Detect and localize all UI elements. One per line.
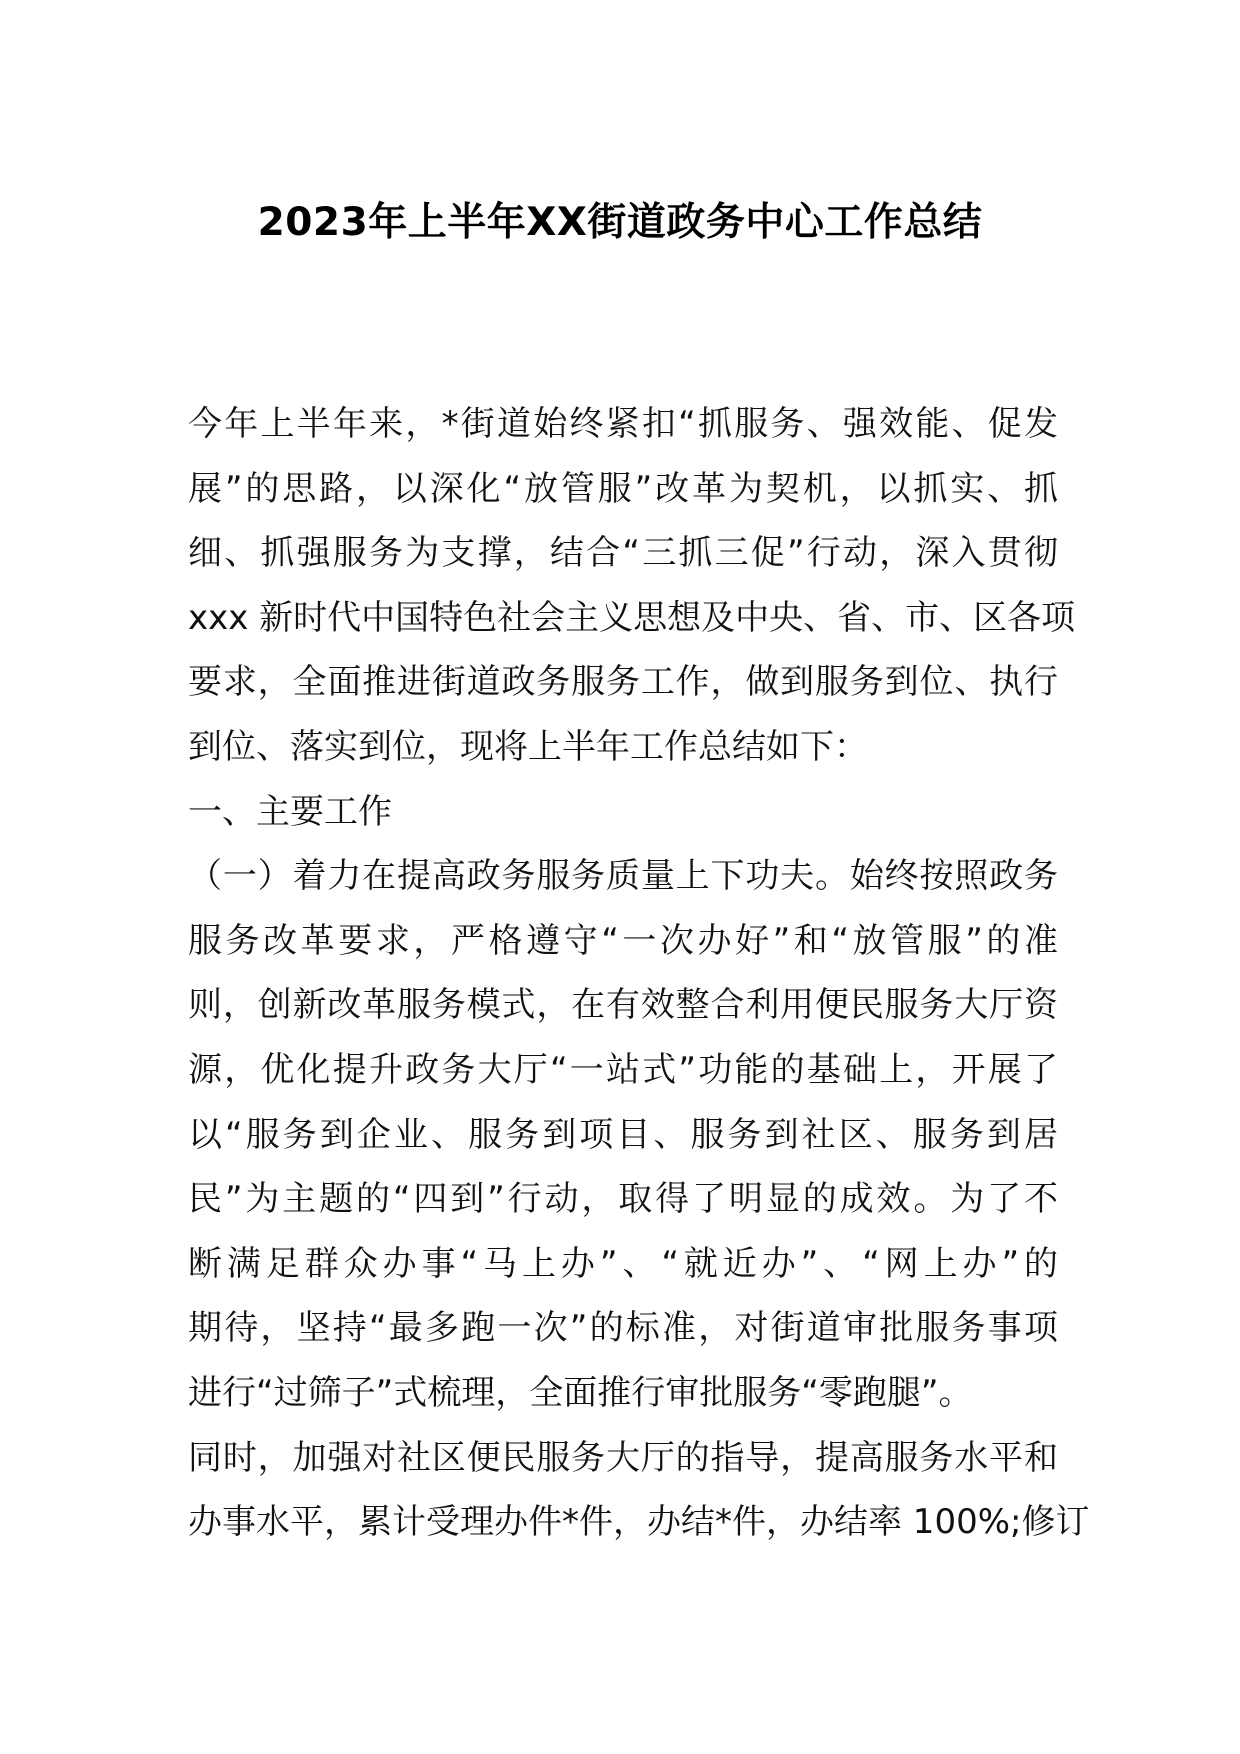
body-line: 展”的思路，以深化“放管服”改革为契机，以抓实、抓 [188,468,1058,509]
body-line: 细、抓强服务为支撑，结合“三抓三促”行动，深入贯彻 [188,533,1058,574]
body-line: 办事水平，累计受理办件*件，办结*件，办结率 100%;修订 [188,1502,1090,1543]
body-line: 要求，全面推进街道政务服务工作，做到服务到位、执行 [188,662,1058,703]
body-line: 服务改革要求，严格遵守“一次办好”和“放管服”的准 [188,920,1058,961]
body-line: （一）着力在提高政务服务质量上下功夫。始终按照政务 [188,856,1058,897]
body-line: xxx 新时代中国特色社会主义思想及中央、省、市、区各项 [188,597,1076,638]
body-line: 以“服务到企业、服务到项目、服务到社区、服务到居 [188,1114,1058,1155]
body-line: 则，创新改革服务模式，在有效整合利用便民服务大厅资 [188,985,1058,1026]
body-line: 到位、落实到位，现将上半年工作总结如下： [188,726,868,767]
document-title: 2023年上半年XX街道政务中心工作总结 [257,200,983,245]
body-line: 断满足群众办事“马上办”、“就近办”、“网上办”的 [188,1243,1058,1284]
body-line: 今年上半年来，*街道始终紧扣“抓服务、强效能、促发 [188,404,1058,444]
document-body [188,392,1090,1555]
body-line: 进行“过筛子”式梳理，全面推行审批服务“零跑腿”。 [188,1372,973,1413]
body-line: 同时，加强对社区便民服务大厅的指导，提高服务水平和 [188,1437,1058,1478]
section-heading: 一、主要工作 [188,791,392,832]
body-line: 源，优化提升政务大厅“一站式”功能的基础上，开展了 [188,1049,1058,1090]
body-line: 民”为主题的“四到”行动，取得了明显的成效。为了不 [188,1179,1058,1220]
body-line: 期待，坚持“最多跑一次”的标准，对街道审批服务事项 [188,1308,1058,1349]
